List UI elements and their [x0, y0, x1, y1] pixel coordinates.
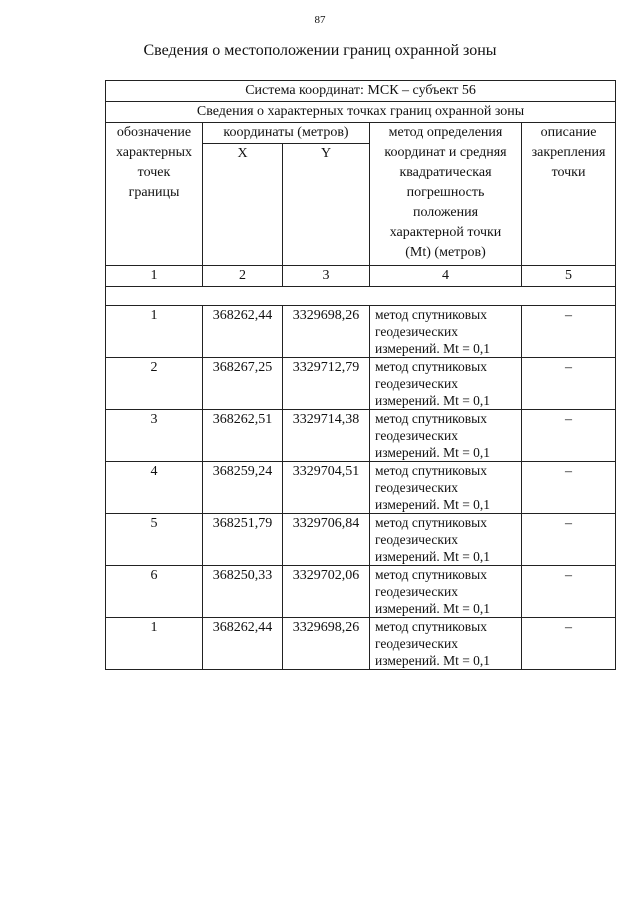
header-method-line: положения	[412, 205, 479, 220]
header-row-1	[106, 123, 616, 144]
table-info-cell: Сведения о характерных точках границ охранной зоны	[106, 102, 616, 123]
header-method-line: квадратическая	[399, 165, 492, 180]
table-row	[106, 410, 616, 462]
point-rows	[106, 306, 616, 670]
page-number: 87	[314, 14, 326, 26]
table-row	[106, 618, 616, 670]
method-line: измерений. Mt = 0,1	[375, 393, 491, 408]
description-cell: –	[522, 358, 616, 410]
table-body	[106, 81, 616, 306]
method-line: измерений. Mt = 0,1	[375, 653, 491, 668]
header-designation-line: обозначение	[116, 125, 192, 140]
y-coordinate-cell: 3329706,84	[283, 514, 370, 566]
x-coordinate-cell: 368262,51	[203, 410, 283, 462]
header-method-line: погрешность	[406, 185, 485, 200]
point-id-cell: 1	[106, 306, 203, 358]
header-designation-line: характерных	[115, 145, 193, 160]
header-y: Y	[283, 144, 370, 266]
description-cell: –	[522, 410, 616, 462]
method-line: метод спутниковых	[375, 411, 487, 426]
header-method-line: метод определения	[388, 125, 503, 140]
method-line: измерений. Mt = 0,1	[375, 497, 491, 512]
method-cell	[370, 358, 522, 410]
method-line: измерений. Mt = 0,1	[375, 445, 491, 460]
description-cell: –	[522, 618, 616, 670]
header-x: X	[203, 144, 283, 266]
y-coordinate-cell: 3329698,26	[283, 306, 370, 358]
x-coordinate-cell: 368267,25	[203, 358, 283, 410]
coordinate-system-cell: Система координат: МСК – субъект 56	[106, 81, 616, 102]
header-designation-line: точек	[137, 165, 171, 180]
description-cell: –	[522, 462, 616, 514]
x-coordinate-cell: 368250,33	[203, 566, 283, 618]
header-designation	[106, 123, 203, 266]
method-line: геодезических	[375, 376, 458, 391]
header-method	[370, 123, 522, 266]
column-number: 3	[283, 266, 370, 287]
method-line: метод спутниковых	[375, 515, 487, 530]
method-cell	[370, 462, 522, 514]
method-line: геодезических	[375, 480, 458, 495]
header-method-line: характерной точки	[389, 225, 502, 240]
description-cell: –	[522, 514, 616, 566]
method-line: геодезических	[375, 428, 458, 443]
method-cell	[370, 566, 522, 618]
method-line: геодезических	[375, 584, 458, 599]
table-row	[106, 306, 616, 358]
method-cell	[370, 410, 522, 462]
table-row	[106, 566, 616, 618]
method-line: метод спутниковых	[375, 359, 487, 374]
header-method-line: (Mt) (метров)	[405, 245, 486, 260]
method-cell	[370, 618, 522, 670]
method-line: геодезических	[375, 636, 458, 651]
method-line: измерений. Mt = 0,1	[375, 601, 491, 616]
x-coordinate-cell: 368262,44	[203, 618, 283, 670]
x-coordinate-cell: 368251,79	[203, 514, 283, 566]
table-row	[106, 462, 616, 514]
y-coordinate-cell: 3329704,51	[283, 462, 370, 514]
header-description-line: закрепления	[531, 145, 606, 160]
column-numbers-row	[106, 266, 616, 287]
boundary-points-table	[105, 80, 616, 670]
header-method-line: координат и средняя	[384, 145, 507, 160]
method-line: метод спутниковых	[375, 307, 487, 322]
y-coordinate-cell: 3329714,38	[283, 410, 370, 462]
point-id-cell: 3	[106, 410, 203, 462]
description-cell: –	[522, 566, 616, 618]
x-coordinate-cell: 368262,44	[203, 306, 283, 358]
method-line: измерений. Mt = 0,1	[375, 341, 491, 356]
point-id-cell: 1	[106, 618, 203, 670]
header-coordinates: координаты (метров)	[203, 123, 370, 144]
description-cell: –	[522, 306, 616, 358]
column-number: 2	[203, 266, 283, 287]
method-cell	[370, 514, 522, 566]
method-line: геодезических	[375, 324, 458, 339]
y-coordinate-cell: 3329702,06	[283, 566, 370, 618]
y-coordinate-cell: 3329698,26	[283, 618, 370, 670]
x-coordinate-cell: 368259,24	[203, 462, 283, 514]
blank-row	[106, 287, 616, 306]
y-coordinate-cell: 3329712,79	[283, 358, 370, 410]
coordinate-system-row	[106, 81, 616, 102]
point-id-cell: 2	[106, 358, 203, 410]
header-description-line: точки	[551, 165, 586, 180]
method-cell	[370, 306, 522, 358]
table-row	[106, 358, 616, 410]
point-id-cell: 6	[106, 566, 203, 618]
column-number: 1	[106, 266, 203, 287]
table-info-row	[106, 102, 616, 123]
header-designation-line: границы	[128, 185, 180, 200]
column-number: 4	[370, 266, 522, 287]
method-line: метод спутниковых	[375, 463, 487, 478]
point-id-cell: 5	[106, 514, 203, 566]
header-description	[522, 123, 616, 266]
point-id-cell: 4	[106, 462, 203, 514]
method-line: метод спутниковых	[375, 619, 487, 634]
blank-cell	[106, 287, 616, 306]
header-description-line: описание	[540, 125, 597, 140]
method-line: геодезических	[375, 532, 458, 547]
document-title: Сведения о местоположении границ охранной зоны	[143, 42, 497, 59]
column-number: 5	[522, 266, 616, 287]
table-row	[106, 514, 616, 566]
method-line: измерений. Mt = 0,1	[375, 549, 491, 564]
method-line: метод спутниковых	[375, 567, 487, 582]
